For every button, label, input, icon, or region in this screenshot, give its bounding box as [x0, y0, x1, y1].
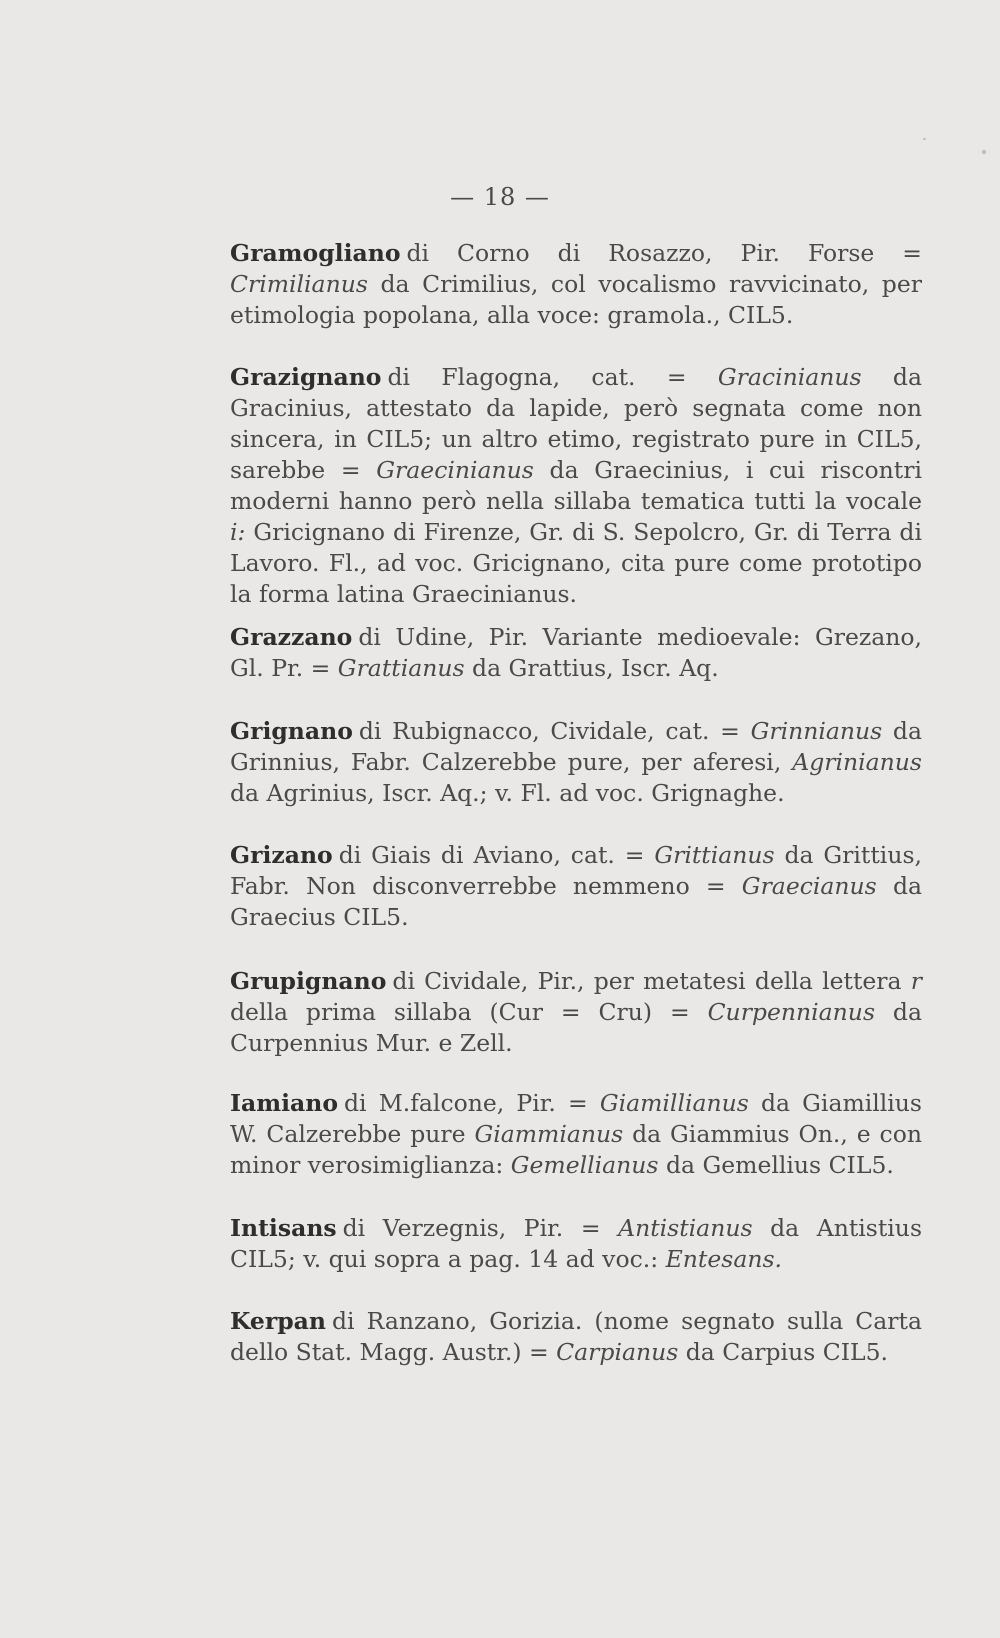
- entry-text: da Grinnius, Fabr. Calzerebbe pure, per aferesi,: [230, 717, 922, 776]
- entry-headword: Kerpan: [230, 1307, 326, 1335]
- entry-text: da Curpennius Mur. e Zell.: [230, 998, 922, 1057]
- entry-text: da Antistius CIL5; v. qui sopra a pag. 14 ad voc.:: [230, 1214, 923, 1273]
- entry-headword: Gramogliano: [230, 239, 401, 267]
- entry-grazignano: [230, 362, 922, 610]
- entry-text: da Crimilius, col vocalismo ravvicinato, per etimologia popolana, alla voce: gramola., CIL5.: [230, 270, 922, 329]
- italic-term: Gracinianus: [717, 363, 862, 391]
- entry-text: di Cividale, Pir., per metatesi della lettera: [392, 967, 911, 995]
- italic-term: Graecinianus: [376, 456, 534, 484]
- italic-term: Grittianus: [654, 841, 775, 869]
- italic-term: Graecianus: [741, 872, 877, 900]
- entry-iamiano: [230, 1088, 922, 1181]
- entry-text: di Rubignacco, Cividale, cat. =: [358, 717, 751, 745]
- entry-grupignano: [230, 966, 922, 1059]
- entry-text: da Giammius On., e con minor verosimiglianza:: [230, 1120, 922, 1179]
- entry-text: della prima sillaba (Cur = Cru) =: [230, 998, 708, 1026]
- entry-text: di Verzegnis, Pir. =: [342, 1214, 619, 1242]
- entry-headword: Grazzano: [230, 623, 353, 651]
- entry-text: di Giais di Aviano, cat. =: [338, 841, 655, 869]
- paper-speck: [982, 150, 986, 154]
- entry-headword: Grupignano: [230, 967, 387, 995]
- entry-kerpan: [230, 1306, 922, 1368]
- italic-term: Giammianus: [474, 1120, 624, 1148]
- italic-term: Antistianus: [618, 1214, 753, 1242]
- italic-term: Grattianus: [337, 654, 465, 682]
- entry-text: da Agrinius, Iscr. Aq.; v. Fl. ad voc. Grignaghe.: [230, 779, 785, 807]
- entry-headword: Iamiano: [230, 1089, 338, 1117]
- italic-term: Curpennianus: [707, 998, 876, 1026]
- italic-term: Agrinianus: [792, 748, 922, 776]
- entry-text: Gricignano di Firenze, Gr. di S. Sepolcro, Gr. di Terra di Lavoro. Fl., ad voc. Gricignano, cita pure come prototipo la forma latina Graecinianus.: [230, 518, 922, 608]
- entry-headword: Grizano: [230, 841, 333, 869]
- entry-text: da Gemellius CIL5.: [658, 1151, 894, 1179]
- entry-gramogliano: [230, 238, 922, 331]
- paper-speck: [923, 138, 926, 140]
- entry-text: da Gracinius, attestato da lapide, però segnata come non sincera, in CIL5; un altro etimo, registrato pure in CIL5, sarebbe =: [230, 363, 922, 484]
- entry-text: di M.falcone, Pir. =: [344, 1089, 600, 1117]
- entry-grignano: [230, 716, 922, 809]
- italic-term: Carpianus: [556, 1338, 679, 1366]
- entry-intisans: [230, 1213, 922, 1275]
- italic-term: Entesans.: [665, 1245, 783, 1273]
- italic-term: Grinnianus: [750, 717, 883, 745]
- italic-term: Giamillianus: [599, 1089, 749, 1117]
- italic-term: r: [910, 967, 922, 995]
- italic-term: Gemellianus: [510, 1151, 659, 1179]
- entry-headword: Grignano: [230, 717, 353, 745]
- italic-term: i:: [230, 518, 246, 546]
- entry-text: da Graecius CIL5.: [230, 872, 922, 931]
- entry-text: di Flagogna, cat. =: [387, 363, 718, 391]
- entry-text: da Carpius CIL5.: [678, 1338, 889, 1366]
- entry-text: da Grattius, Iscr. Aq.: [464, 654, 719, 682]
- entry-text: da Grittius, Fabr. Non disconverrebbe nemmeno =: [230, 841, 922, 900]
- entry-text: da Graecinius, i cui riscontri moderni hanno però nella sillaba tematica tutti la vocale: [230, 456, 922, 515]
- page-number: — 18 —: [450, 183, 550, 211]
- entry-headword: Intisans: [230, 1214, 337, 1242]
- entry-text: da Giamillius W. Calzerebbe pure: [230, 1089, 922, 1148]
- entry-text: di Corno di Rosazzo, Pir. Forse =: [406, 239, 922, 267]
- entry-grizano: [230, 840, 922, 933]
- entry-text: di Udine, Pir. Variante medioevale: Grezano, Gl. Pr. =: [230, 623, 922, 682]
- entry-grazzano: [230, 622, 922, 684]
- entry-text: di Ranzano, Gorizia. (nome segnato sulla Carta dello Stat. Magg. Austr.) =: [230, 1307, 922, 1366]
- italic-term: Crimilianus: [230, 270, 368, 298]
- entry-headword: Grazignano: [230, 363, 382, 391]
